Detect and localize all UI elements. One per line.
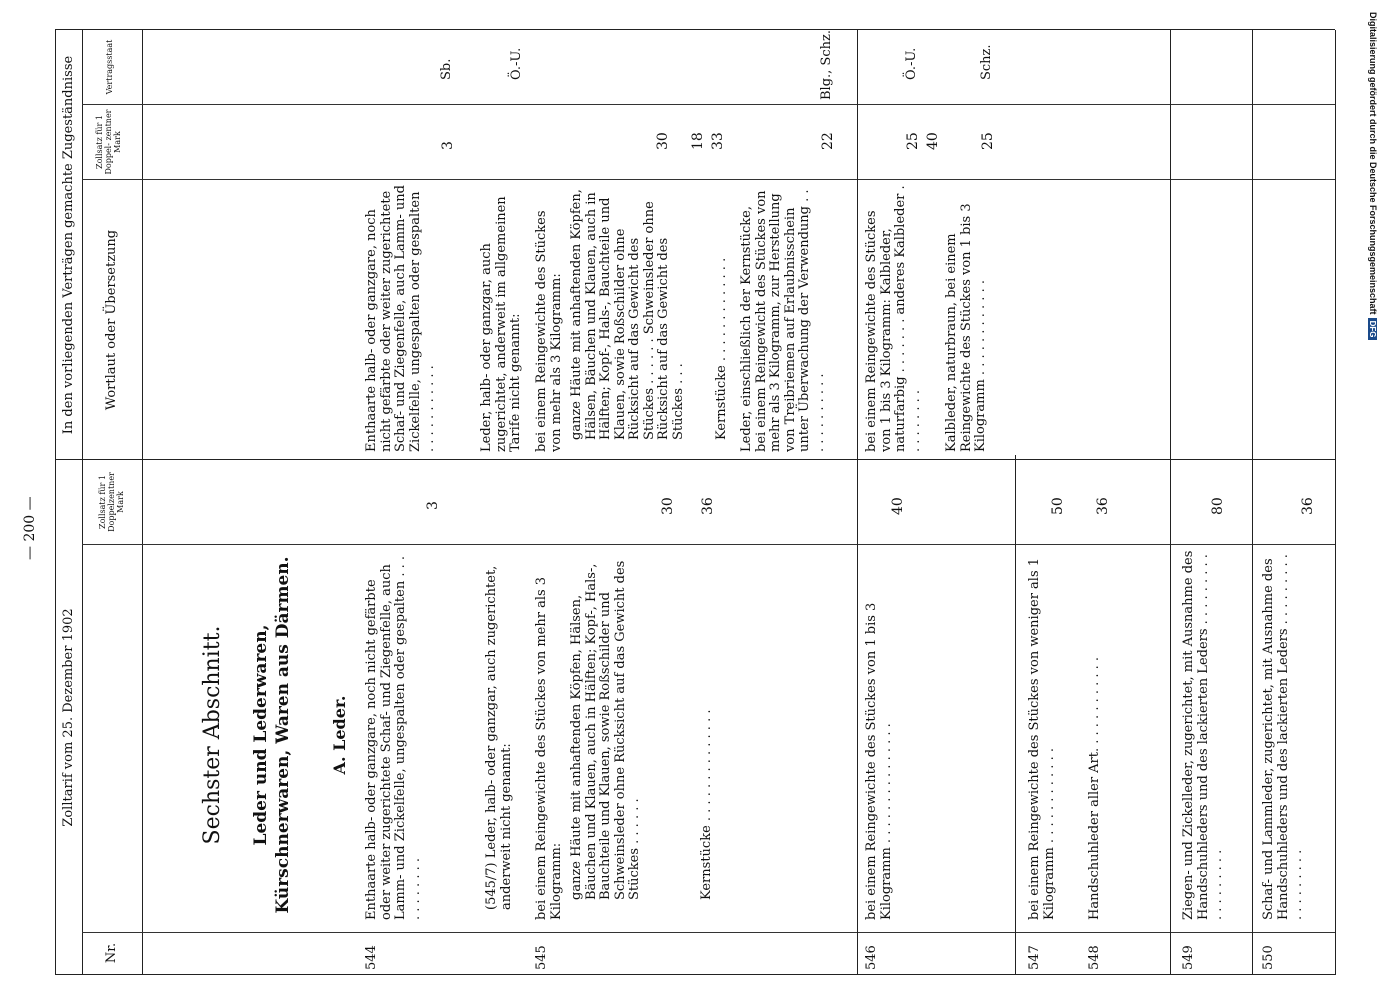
row-text: bei einem Reingewichte des Stückes von 1 bis 3 Kilogramm . . . . . . . . . . . . . . . xyxy=(864,602,894,920)
treaty-text: bei einem Reingewichte des Stückes von mehr als 3 Kilogramm: xyxy=(534,210,564,452)
section-title: Sechster Abschnitt. xyxy=(200,625,225,845)
row-rate: 36 xyxy=(1095,497,1111,515)
dfg-logo: DFG xyxy=(1368,318,1377,341)
row-rate: 80 xyxy=(1210,497,1226,515)
rule-top xyxy=(55,30,56,975)
header-tariff: Zolltarif vom 25. Dezember 1902 xyxy=(61,608,76,827)
rule-row xyxy=(1252,30,1253,975)
treaty-text: Kalbleder, naturbraun, bei einem Reingewichte des Stückes von 1 bis 3 Kilogramm . . . . . . . . . . . . xyxy=(944,203,988,452)
treaty-text: ganze Häute mit anhaftenden Köpfen, Hälsen, Bäuchen und Klauen, auch in Hälften; Kopf-, Hals-, Bauchteile und Klauen, sowie Roßschilder ohne Rücksicht auf das Gewicht des Stückes . . . . . . Schweinsleder ohne Rücksicht auf das Gewicht des Stückes . . . xyxy=(569,189,686,440)
treaty-state: Ö.-U. xyxy=(904,47,919,80)
rule-bottom xyxy=(1335,30,1336,975)
row-nr: 550 xyxy=(1261,945,1276,970)
treaty-state: Ö.-U. xyxy=(509,47,524,80)
col-header-wording: Wortlaut oder Übersetzung xyxy=(104,229,119,411)
rule-col-state xyxy=(82,104,1335,105)
rule-left xyxy=(55,974,1335,975)
treaty-rate: 18 xyxy=(690,132,706,150)
row-text: bei einem Reingewichte des Stückes von weniger als 1 Kilogramm . . . . . . . . . . . . xyxy=(1027,557,1057,920)
row-text: Kernstücke . . . . . . . . . . . . . . xyxy=(699,709,714,900)
page-number: — 200 — xyxy=(22,496,38,560)
rule-header-bottom xyxy=(142,30,143,975)
treaty-rate: 25 xyxy=(905,132,921,150)
rule-col-nr xyxy=(82,932,1335,933)
row-rate: 30 xyxy=(660,497,676,515)
treaty-rate: 22 xyxy=(820,132,836,150)
row-nr: 548 xyxy=(1087,945,1102,970)
rule-header-group xyxy=(82,30,83,975)
row-rate: 3 xyxy=(425,501,441,510)
row-text: Enthaarte halb- oder ganzgare, noch nicht gefärbte oder weiter zugerichtete Schaf- und Ziegenfelle, auch Lamm- und Zickelfelle, ungespalten oder gespalten . . . . . . . . . . . xyxy=(364,555,423,920)
digitization-credit xyxy=(1368,12,1378,340)
treaty-state: Blg., Schz. xyxy=(819,30,834,100)
row-text: ganze Häute mit anhaftenden Köpfen, Hälsen, Bäuchen und Klauen, auch in Hälften; Kopf-, Hals-, Bauchteile und Klauen, sowie Roßschilder und Schweinsleder ohne Rücksicht auf das Gewicht des Stückes . . . . . . xyxy=(569,560,642,900)
section-subtitle: Leder und Lederwaren, Kürschnerwaren, Waren aus Därmen. xyxy=(251,556,293,914)
row-rate: 50 xyxy=(1050,497,1066,515)
col-header-nr: Nr. xyxy=(104,942,119,964)
row-text: Schaf- und Lammleder, zugerichtet, mit Ausnahme des Handschuhleders und des lackierten Leders . . . . . . . . . . . . . . . . . . xyxy=(1261,554,1305,920)
credit-text: Digitalisierung gefördert durch die Deutsche Forschungsgemeinschaft xyxy=(1368,12,1378,315)
treaty-text: Leder, halb- oder ganzgar, auch zugerichtet, anderweit im allgemeinen Tarife nicht genannt: xyxy=(479,196,523,452)
subsection-title: A. Leder. xyxy=(330,695,349,775)
row-rate: 36 xyxy=(1300,497,1316,515)
rule-right xyxy=(55,29,1335,30)
row-nr: 549 xyxy=(1181,945,1196,970)
rule-row xyxy=(857,30,858,975)
rule-col-treaty-rate xyxy=(82,179,1335,180)
treaty-rate: 33 xyxy=(710,132,726,150)
treaty-text: Kernstücke . . . . . . . . . . . . . xyxy=(714,257,729,440)
row-text: (545/7) Leder, halb- oder ganzgar, auch zugerichtet, anderweit nicht genannt: xyxy=(484,565,514,910)
col-header-rate: Zollsatz für 1 Doppelzentner Mark xyxy=(98,472,125,532)
row-nr: 546 xyxy=(864,945,879,970)
rule-row xyxy=(1170,30,1171,975)
treaty-rate: 25 xyxy=(980,132,996,150)
col-header-state: Vertragsstaat xyxy=(105,39,114,95)
col-header-treaty-rate: Zollsatz für 1 Doppel- zentner Mark xyxy=(95,109,122,175)
treaty-text: bei einem Reingewichte des Stückes von 1 bis 3 Kilogramm: Kalbleder, naturfarbig . . . . . . . anderes Kalbleder . . . . . . . . . xyxy=(864,185,923,452)
row-nr: 545 xyxy=(534,945,549,970)
row-text: Handschuhleder aller Art. . . . . . . . . . . . xyxy=(1087,656,1102,920)
treaty-rate: 30 xyxy=(655,132,671,150)
treaty-text: Leder, einschließlich der Kernstücke, bei einem Reingewicht des Stückes von mehr als 3 Kilogramm, zur Herstellung von Treibriemen auf Erlaubnisschein unter Überwachung der Verwendung . . . . . . . . . . . . xyxy=(739,189,827,452)
treaty-text: Enthaarte halb- oder ganzgare, noch nicht gefärbte oder weiter zugerichtete Schaf- und Ziegenfelle, auch Lamm- und Zickelfelle, ungespalten oder gespalten . . . . . . . . . . . xyxy=(364,185,437,452)
row-text: bei einem Reingewichte des Stückes von mehr als 3 Kilogramm: xyxy=(534,576,564,920)
rule-row xyxy=(1015,455,1016,975)
row-rate: 40 xyxy=(890,497,906,515)
row-nr: 547 xyxy=(1027,945,1042,970)
header-treaties: In den vorliegenden Verträgen gemachte Zugeständnisse xyxy=(61,55,76,435)
row-rate: 36 xyxy=(700,497,716,515)
treaty-rate: 40 xyxy=(925,132,941,150)
rule-col-rate xyxy=(82,544,1335,545)
row-text: Ziegen- und Zickelleder, zugerichtet, mit Ausnahme des Handschuhleders und des lackierten Leders . . . . . . . . . . . . . . . . . . xyxy=(1181,550,1225,920)
treaty-state: Schz. xyxy=(979,44,994,80)
treaty-state: Sb. xyxy=(439,58,454,80)
treaty-rate: 3 xyxy=(440,141,456,150)
rule-half-split xyxy=(55,459,1335,460)
row-nr: 544 xyxy=(364,945,379,970)
